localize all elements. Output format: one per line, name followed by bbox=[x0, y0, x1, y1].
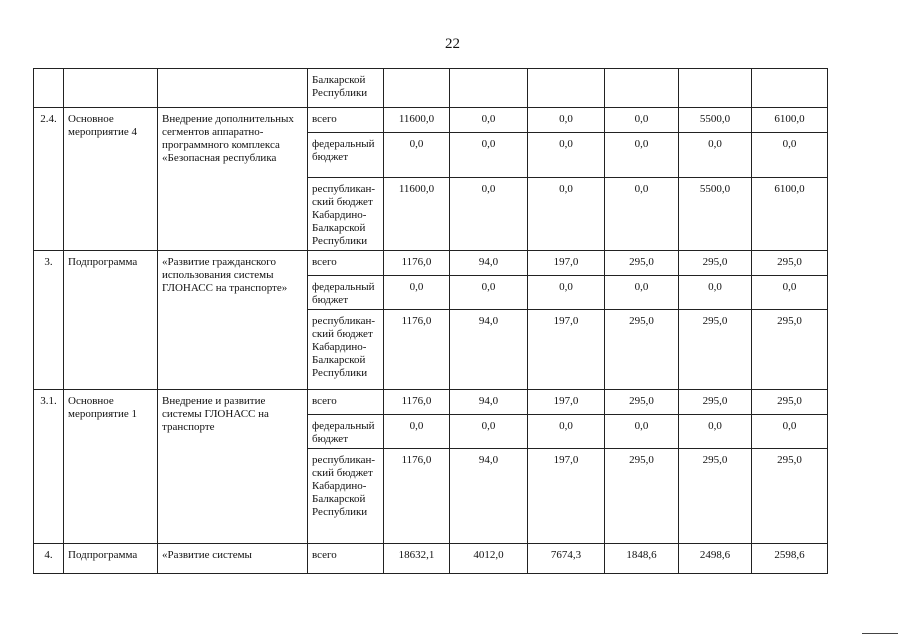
value-cell: 4012,0 bbox=[450, 544, 528, 574]
value-cell: 295,0 bbox=[605, 449, 679, 544]
table-row bbox=[34, 390, 828, 415]
value-cell: 0,0 bbox=[605, 415, 679, 449]
value-cell: 1176,0 bbox=[384, 449, 450, 544]
value-cell bbox=[450, 69, 528, 108]
value-cell bbox=[528, 69, 605, 108]
row-kind-cell bbox=[64, 69, 158, 108]
value-cell: 0,0 bbox=[450, 133, 528, 178]
value-cell: 0,0 bbox=[528, 178, 605, 251]
value-cell: 0,0 bbox=[450, 108, 528, 133]
value-cell: 295,0 bbox=[605, 310, 679, 390]
funding-source-cell: республикан-ский бюджет Кабардино-Балкарской Республики bbox=[308, 310, 384, 390]
value-cell: 0,0 bbox=[679, 415, 752, 449]
funding-source-cell: федеральный бюджет bbox=[308, 415, 384, 449]
value-cell: 5500,0 bbox=[679, 108, 752, 133]
funding-source-cell: федеральный бюджет bbox=[308, 276, 384, 310]
value-cell: 0,0 bbox=[384, 133, 450, 178]
value-cell: 197,0 bbox=[528, 251, 605, 276]
value-cell: 295,0 bbox=[679, 449, 752, 544]
page-number: 22 bbox=[445, 36, 460, 52]
funding-source-cell: Балкарской Республики bbox=[308, 69, 384, 108]
row-title-cell: «Развитие системы bbox=[158, 544, 308, 574]
value-cell: 5500,0 bbox=[679, 178, 752, 251]
value-cell: 295,0 bbox=[605, 251, 679, 276]
value-cell: 295,0 bbox=[752, 390, 828, 415]
value-cell: 1176,0 bbox=[384, 390, 450, 415]
value-cell: 1176,0 bbox=[384, 251, 450, 276]
value-cell: 7674,3 bbox=[528, 544, 605, 574]
value-cell: 0,0 bbox=[752, 415, 828, 449]
value-cell: 0,0 bbox=[450, 178, 528, 251]
page-edge-mark bbox=[862, 633, 898, 634]
value-cell: 197,0 bbox=[528, 310, 605, 390]
value-cell bbox=[605, 69, 679, 108]
value-cell: 6100,0 bbox=[752, 178, 828, 251]
value-cell: 0,0 bbox=[605, 133, 679, 178]
value-cell: 0,0 bbox=[384, 276, 450, 310]
value-cell: 197,0 bbox=[528, 449, 605, 544]
funding-source-cell: всего bbox=[308, 108, 384, 133]
value-cell bbox=[384, 69, 450, 108]
row-index-cell: 3.1. bbox=[34, 390, 64, 544]
row-kind-cell: Основное мероприятие 4 bbox=[64, 108, 158, 251]
value-cell: 295,0 bbox=[752, 251, 828, 276]
value-cell: 0,0 bbox=[605, 178, 679, 251]
value-cell: 2598,6 bbox=[752, 544, 828, 574]
funding-source-cell: всего bbox=[308, 544, 384, 574]
value-cell: 0,0 bbox=[450, 276, 528, 310]
value-cell: 11600,0 bbox=[384, 178, 450, 251]
value-cell bbox=[752, 69, 828, 108]
value-cell: 0,0 bbox=[384, 415, 450, 449]
value-cell: 1848,6 bbox=[605, 544, 679, 574]
funding-source-cell: всего bbox=[308, 251, 384, 276]
value-cell: 0,0 bbox=[679, 133, 752, 178]
value-cell: 295,0 bbox=[752, 310, 828, 390]
value-cell: 0,0 bbox=[528, 133, 605, 178]
value-cell: 1176,0 bbox=[384, 310, 450, 390]
value-cell: 0,0 bbox=[528, 276, 605, 310]
funding-source-cell: федеральный бюджет bbox=[308, 133, 384, 178]
value-cell: 295,0 bbox=[752, 449, 828, 544]
value-cell: 0,0 bbox=[605, 108, 679, 133]
value-cell: 0,0 bbox=[679, 276, 752, 310]
value-cell: 94,0 bbox=[450, 251, 528, 276]
value-cell: 0,0 bbox=[528, 415, 605, 449]
value-cell: 295,0 bbox=[605, 390, 679, 415]
value-cell: 11600,0 bbox=[384, 108, 450, 133]
funding-source-cell: республикан-ский бюджет Кабардино-Балкарской Республики bbox=[308, 449, 384, 544]
value-cell: 0,0 bbox=[752, 276, 828, 310]
value-cell: 0,0 bbox=[605, 276, 679, 310]
value-cell: 295,0 bbox=[679, 251, 752, 276]
value-cell bbox=[679, 69, 752, 108]
row-index-cell: 2.4. bbox=[34, 108, 64, 251]
value-cell: 94,0 bbox=[450, 310, 528, 390]
value-cell: 94,0 bbox=[450, 390, 528, 415]
row-title-cell bbox=[158, 69, 308, 108]
budget-table bbox=[33, 68, 828, 574]
value-cell: 6100,0 bbox=[752, 108, 828, 133]
row-index-cell bbox=[34, 69, 64, 108]
value-cell: 2498,6 bbox=[679, 544, 752, 574]
value-cell: 94,0 bbox=[450, 449, 528, 544]
table-row bbox=[34, 251, 828, 276]
table-row bbox=[34, 108, 828, 133]
value-cell: 295,0 bbox=[679, 310, 752, 390]
row-title-cell: Внедрение дополнительных сегментов аппаратно-программного комплекса «Безопасная республика bbox=[158, 108, 308, 251]
row-title-cell: «Развитие гражданского использования системы ГЛОНАСС на транспорте» bbox=[158, 251, 308, 390]
row-kind-cell: Подпрограмма bbox=[64, 251, 158, 390]
row-kind-cell: Основное мероприятие 1 bbox=[64, 390, 158, 544]
value-cell: 197,0 bbox=[528, 390, 605, 415]
table-row bbox=[34, 69, 828, 108]
value-cell: 0,0 bbox=[752, 133, 828, 178]
row-kind-cell: Подпрограмма bbox=[64, 544, 158, 574]
funding-source-cell: республикан-ский бюджет Кабардино-Балкарской Республики bbox=[308, 178, 384, 251]
row-index-cell: 3. bbox=[34, 251, 64, 390]
value-cell: 0,0 bbox=[528, 108, 605, 133]
row-index-cell: 4. bbox=[34, 544, 64, 574]
value-cell: 0,0 bbox=[450, 415, 528, 449]
value-cell: 295,0 bbox=[679, 390, 752, 415]
funding-source-cell: всего bbox=[308, 390, 384, 415]
value-cell: 18632,1 bbox=[384, 544, 450, 574]
table-row bbox=[34, 544, 828, 574]
row-title-cell: Внедрение и развитие системы ГЛОНАСС на транспорте bbox=[158, 390, 308, 544]
